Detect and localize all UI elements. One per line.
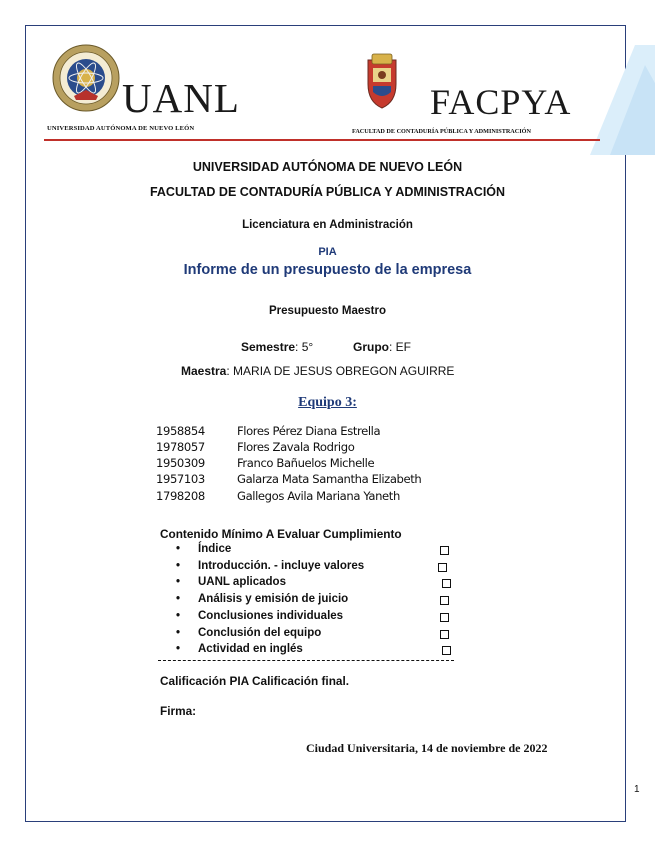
checklist-item xyxy=(176,643,452,659)
bullet: • xyxy=(176,593,181,605)
facpya-subtitle: FACULTAD DE CONTADURÍA PÚBLICA Y ADMINISTRACIÓN xyxy=(352,128,531,135)
checklist-label: Introducción. - incluye valores xyxy=(198,560,365,572)
teacher-info xyxy=(181,364,454,378)
checklist-label: Conclusiones individuales xyxy=(198,610,344,622)
university-name: UNIVERSIDAD AUTÓNOMA DE NUEVO LEÓN xyxy=(192,160,463,174)
semester-value: : 5° xyxy=(295,340,314,354)
checkbox[interactable] xyxy=(440,596,449,605)
member-name: Flores Zavala Rodrigo xyxy=(237,440,355,454)
checklist-heading: Contenido Mínimo A Evaluar Cumplimiento xyxy=(160,527,402,541)
bullet: • xyxy=(176,643,181,655)
checkbox[interactable] xyxy=(440,546,449,555)
header-rule xyxy=(44,139,600,141)
checkbox[interactable] xyxy=(440,613,449,622)
bullet: • xyxy=(176,610,181,622)
member-name: Gallegos Avila Mariana Yaneth xyxy=(237,489,400,503)
checkbox[interactable] xyxy=(442,579,451,588)
member-id: 1950309 xyxy=(156,456,205,470)
bullet: • xyxy=(176,576,181,588)
checklist-item xyxy=(176,576,452,592)
place-date: Ciudad Universitaria, 14 de noviembre de 2022 xyxy=(306,741,548,755)
member-name: Franco Bañuelos Michelle xyxy=(237,456,375,470)
uanl-subtitle: UNIVERSIDAD AUTÓNOMA DE NUEVO LEÓN xyxy=(47,125,195,132)
member-id: 1958854 xyxy=(156,424,205,438)
faculty-name: FACULTAD DE CONTADURÍA PÚBLICA Y ADMINISTRACIÓN xyxy=(149,185,506,199)
checklist-label: UANL aplicados xyxy=(198,576,286,588)
pia-label: PIA xyxy=(318,246,337,258)
semester-label: Semestre xyxy=(241,340,296,354)
member-id: 1798208 xyxy=(156,489,205,503)
member-id: 1978057 xyxy=(156,440,205,454)
checklist-item xyxy=(176,593,452,609)
degree-name: Licenciatura en Administración xyxy=(242,219,413,231)
signature-label: Firma: xyxy=(160,704,197,718)
checklist-item xyxy=(176,627,452,643)
semester-info xyxy=(241,340,313,354)
checkbox[interactable] xyxy=(442,646,451,655)
team-heading: Equipo 3: xyxy=(298,395,357,410)
member-id: 1957103 xyxy=(156,472,205,486)
checklist-label: Análisis y emisión de juicio xyxy=(198,593,349,605)
checklist-item xyxy=(176,610,452,626)
group-label: Grupo xyxy=(353,340,389,354)
member-name: Galarza Mata Samantha Elizabeth xyxy=(237,472,422,486)
bullet: • xyxy=(176,627,181,639)
group-info xyxy=(353,340,411,354)
group-value: : EF xyxy=(389,340,412,354)
facpya-wordmark: FACPYA xyxy=(430,82,572,122)
facpya-shield-logo xyxy=(362,52,402,110)
uanl-seal-logo xyxy=(52,44,120,112)
subject-name: Presupuesto Maestro xyxy=(269,305,386,317)
checklist-label: Actividad en inglés xyxy=(198,643,303,655)
bullet: • xyxy=(176,560,181,572)
teacher-value: : MARIA DE JESUS OBREGON AGUIRRE xyxy=(226,364,455,378)
checkbox[interactable] xyxy=(438,563,447,572)
uanl-wordmark: UANL xyxy=(122,75,240,121)
checklist-item xyxy=(176,543,452,559)
dashed-separator xyxy=(158,660,454,661)
checkbox[interactable] xyxy=(440,630,449,639)
bullet: • xyxy=(176,543,181,555)
checklist-label: Índice xyxy=(198,543,232,555)
grade-line: Calificación PIA Calificación final. xyxy=(160,674,350,688)
report-title: Informe de un presupuesto de la empresa xyxy=(183,262,472,278)
teacher-label: Maestra xyxy=(181,364,227,378)
page-number: 1 xyxy=(634,784,640,795)
checklist-item xyxy=(176,560,452,576)
checklist-label: Conclusión del equipo xyxy=(198,627,322,639)
member-name: Flores Pérez Diana Estrella xyxy=(237,424,381,438)
